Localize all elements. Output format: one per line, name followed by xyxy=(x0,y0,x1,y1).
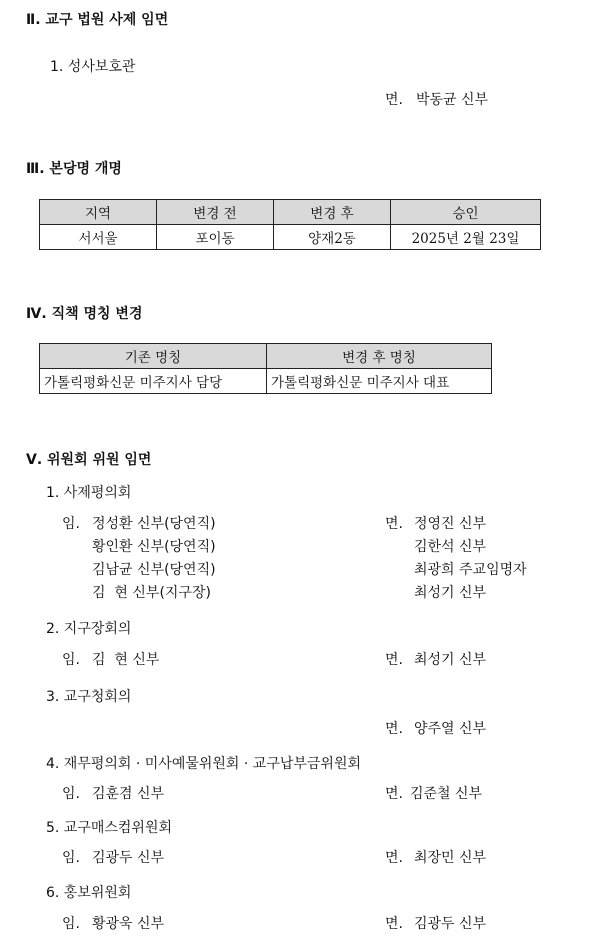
table-cell: 2025년 2월 23일 xyxy=(391,225,541,250)
header-cell: 승인 xyxy=(391,200,541,225)
header-cell: 변경 후 명칭 xyxy=(267,344,492,369)
table-cell: 양재2동 xyxy=(274,225,391,250)
header-cell: 변경 후 xyxy=(274,200,391,225)
c1-appoint-1: 정성환 신부(당연직) xyxy=(92,516,216,532)
c2-dismiss: 최성기 신부 xyxy=(414,652,487,668)
committee-4-title: 4. 재무평의회 · 미사예물위원회 · 교구납부금위원회 xyxy=(46,756,361,772)
title-change-header xyxy=(40,344,492,369)
c5-appoint: 김광두 신부 xyxy=(92,850,165,866)
title-change-table xyxy=(39,343,492,394)
c1-dismiss-label: 면. xyxy=(385,516,403,532)
table-cell: 포이동 xyxy=(157,225,274,250)
c4-appoint: 김훈겸 신부 xyxy=(92,786,165,802)
sec2-dismiss-label: 면. xyxy=(385,92,403,108)
committee-2-title: 2. 지구장회의 xyxy=(46,621,132,637)
section-3-title: Ⅲ. 본당명 개명 xyxy=(26,161,122,177)
c4-appoint-label: 임. xyxy=(62,786,80,802)
c5-dismiss-label: 면. xyxy=(385,850,403,866)
committee-3-title: 3. 교구청회의 xyxy=(46,689,132,705)
c5-dismiss: 최장민 신부 xyxy=(414,850,487,866)
rename-table-header xyxy=(40,200,541,225)
table-cell: 가톨릭평화신문 미주지사 대표 xyxy=(267,369,492,394)
c2-appoint-label: 임. xyxy=(62,652,80,668)
rename-table xyxy=(39,199,541,250)
c4-dismiss-label: 면. xyxy=(385,786,403,802)
c2-dismiss-label: 면. xyxy=(385,652,403,668)
section-5-title: Ⅴ. 위원회 위원 임면 xyxy=(26,452,152,468)
header-cell: 기존 명칭 xyxy=(40,344,267,369)
section-4-title: Ⅳ. 직책 명칭 변경 xyxy=(26,306,143,322)
c6-appoint: 황광욱 신부 xyxy=(92,916,165,932)
c6-appoint-label: 임. xyxy=(62,916,80,932)
c1-dismiss-3: 최광희 주교임명자 xyxy=(414,562,527,578)
c6-dismiss: 김광두 신부 xyxy=(414,916,487,932)
c1-dismiss-1: 정영진 신부 xyxy=(414,516,487,532)
table-cell: 서서울 xyxy=(40,225,157,250)
c1-dismiss-2: 김한석 신부 xyxy=(414,539,487,555)
table-cell: 가톨릭평화신문 미주지사 담당 xyxy=(40,369,267,394)
header-cell: 지역 xyxy=(40,200,157,225)
table-row xyxy=(40,369,492,394)
header-cell: 변경 전 xyxy=(157,200,274,225)
committee-1-title: 1. 사제평의회 xyxy=(46,485,132,501)
c1-appoint-4: 김 현 신부(지구장) xyxy=(92,585,211,601)
c1-dismiss-4: 최성기 신부 xyxy=(414,585,487,601)
table-row xyxy=(40,225,541,250)
sec2-dismiss-name: 박동균 신부 xyxy=(416,92,489,108)
committee-6-title: 6. 홍보위원회 xyxy=(46,885,132,901)
c1-appoint-label: 임. xyxy=(62,516,80,532)
c3-dismiss-label: 면. xyxy=(385,721,403,737)
c1-appoint-2: 황인환 신부(당연직) xyxy=(92,539,216,555)
c2-appoint: 김 현 신부 xyxy=(92,652,160,668)
c4-dismiss: 김준철 신부 xyxy=(410,786,483,802)
section-2-title: Ⅱ. 교구 법원 사제 임면 xyxy=(26,12,169,28)
sec2-item1-title: 1. 성사보호관 xyxy=(50,59,136,75)
c6-dismiss-label: 면. xyxy=(385,916,403,932)
committee-5-title: 5. 교구매스컴위원회 xyxy=(46,820,172,836)
c1-appoint-3: 김남균 신부(당연직) xyxy=(92,562,216,578)
c3-dismiss: 양주열 신부 xyxy=(414,721,487,737)
c5-appoint-label: 임. xyxy=(62,850,80,866)
